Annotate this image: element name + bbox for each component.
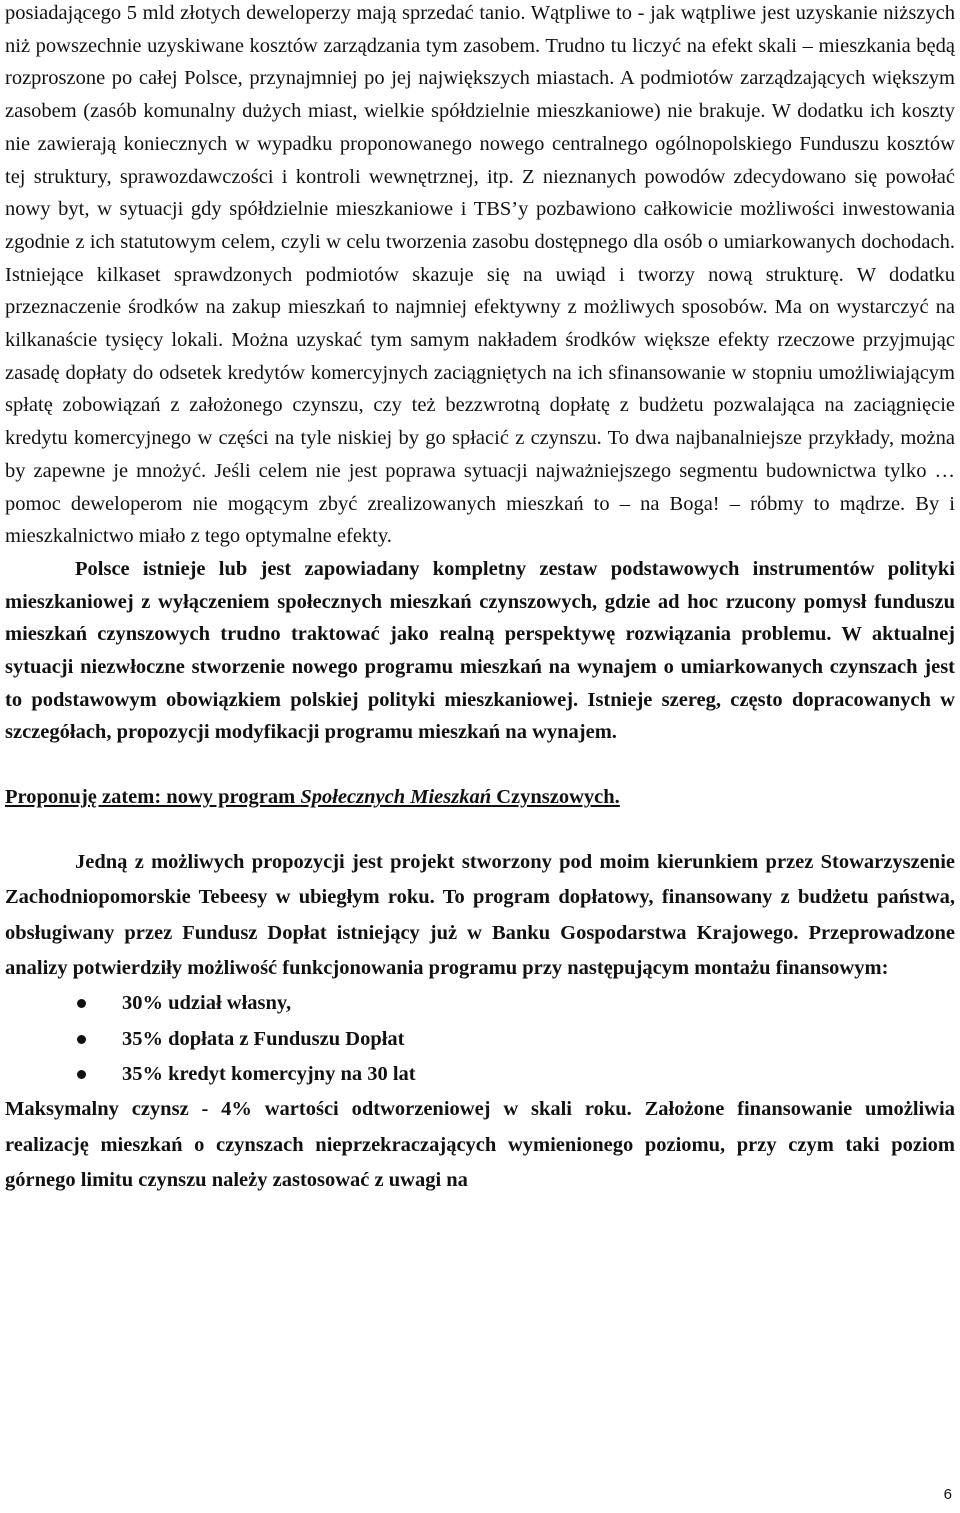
financing-list (5, 986, 955, 1092)
document-page (5, 0, 955, 1198)
paragraph-proposal: Jedną z możliwych propozycji jest projekt stworzony pod moim kierunkiem przez Stowarzyszenie Zachodniopomorskie Tebeesy w ubiegłym roku. To program dopłatowy, finansowany z budżetu państwa, obsługiwany przez Fundusz Dopłat istniejący już w Banku Gospodarstwa Krajowego. Przeprowadzone analizy potwierdziły możliwość funkcjonowania programu przy następującym montażu finansowym: (5, 851, 955, 980)
list-item-text: 30% udział własny, (122, 992, 292, 1015)
bullet-dot-icon (77, 1070, 86, 1079)
page-number: 6 (943, 1486, 952, 1503)
bullet-dot-icon (77, 999, 86, 1008)
proposal-heading-suffix: Czynszowych. (491, 786, 620, 809)
paragraph-intro: posiadającego 5 mld złotych deweloperzy mają sprzedać tanio. Wątpliwe to - jak wątpliwe jest uzyskanie niższych niż powszechnie uzyskiwane kosztów zarządzania tym zasobem. Trudno tu liczyć na efekt skali – mieszkania będą rozproszone po całej Polsce, przynajmniej po jej największych miastach. A podmiotów zarządzających większym zasobem (zasób komunalny dużych miast, wielkie spółdzielnie mieszkaniowe) nie brakuje. W dodatku ich koszty nie zawierają koniecznych w wypadku proponowanego nowego centralnego ogólnopolskiego Funduszu kosztów tej struktury, sprawozdawczości i kontroli wewnętrznej, itp. Z nieznanych powodów zdecydowano się powołać nowy byt, w sytuacji gdy spółdzielnie mieszkaniowe i TBS’y pozbawiono całkowicie możliwości inwestowania zgodnie z ich statutowym celem, czyli w celu tworzenia zasobu dostępnego dla osób o umiarkowanych dochodach. Istniejące kilkaset sprawdzonych podmiotów skazuje się na uwiąd i tworzy nową strukturę. W dodatku przeznaczenie środków na zakup mieszkań to najmniej efektywny z możliwych sposobów. Ma on wystarczyć na kilkanaście tysięcy lokali. Można uzyskać tym samym nakładem środków większe efekty rzeczowe przyjmując zasadę dopłaty do odsetek kredytów komercyjnych zaciągniętych na ich sfinansowanie w stopniu umożliwiającym spłatę zobowiązań z założonego czynszu, czy też bezzwrotną dopłatę z budżetu pozwalająca na zaciągnięcie kredytu komercyjnego w części na tyle niskiej by go spłacić z czynszu. To dwa najbanalniejsze przykłady, można by zapewne je mnożyć. Jeśli celem nie jest poprawa sytuacji najważniejszego segmentu budownictwa tylko … pomoc deweloperom nie mogącym zbyć zrealizowanych mieszkań to – na Boga! – róbmy to mądrze. By i mieszkalnictwo miało z tego optymalne efekty. (5, 2, 955, 548)
proposal-heading (5, 781, 955, 813)
list-item (5, 1022, 955, 1057)
list-item (5, 986, 955, 1021)
list-item-text: 35% kredyt komercyjny na 30 lat (122, 1062, 416, 1085)
paragraph-policy-summary: Polsce istnieje lub jest zapowiadany kompletny zestaw podstawowych instrumentów polityki mieszkaniowej z wyłączeniem społecznych mieszkań czynszowych, gdzie ad hoc rzucony pomysł funduszu mieszkań czynszowych trudno traktować jako realną perspektywę rozwiązania problemu. W aktualnej sytuacji niezwłoczne stworzenie nowego programu mieszkań na wynajem o umiarkowanych czynszach jest to podstawowym obowiązkiem polskiej polityki mieszkaniowej. Istnieje szereg, często dopracowanych w szczegółach, propozycji modyfikacji programu mieszkań na wynajem. (5, 557, 955, 744)
list-item (5, 1057, 955, 1092)
paragraph-max-rent: Maksymalny czynsz - 4% wartości odtworzeniowej w skali roku. Założone finansowanie umożliwia realizację mieszkań o czynszach nieprzekraczających wymienionego poziomu, przy czym taki poziom górnego limitu czynszu należy zastosować z uwagi na (5, 1098, 955, 1191)
list-item-text: 35% dopłata z Funduszu Dopłat (122, 1027, 405, 1050)
bullet-dot-icon (77, 1035, 86, 1044)
proposal-heading-prefix: Proponuję zatem: nowy program (5, 786, 301, 809)
proposal-heading-emphasis: Społecznych Mieszkań (300, 786, 492, 809)
